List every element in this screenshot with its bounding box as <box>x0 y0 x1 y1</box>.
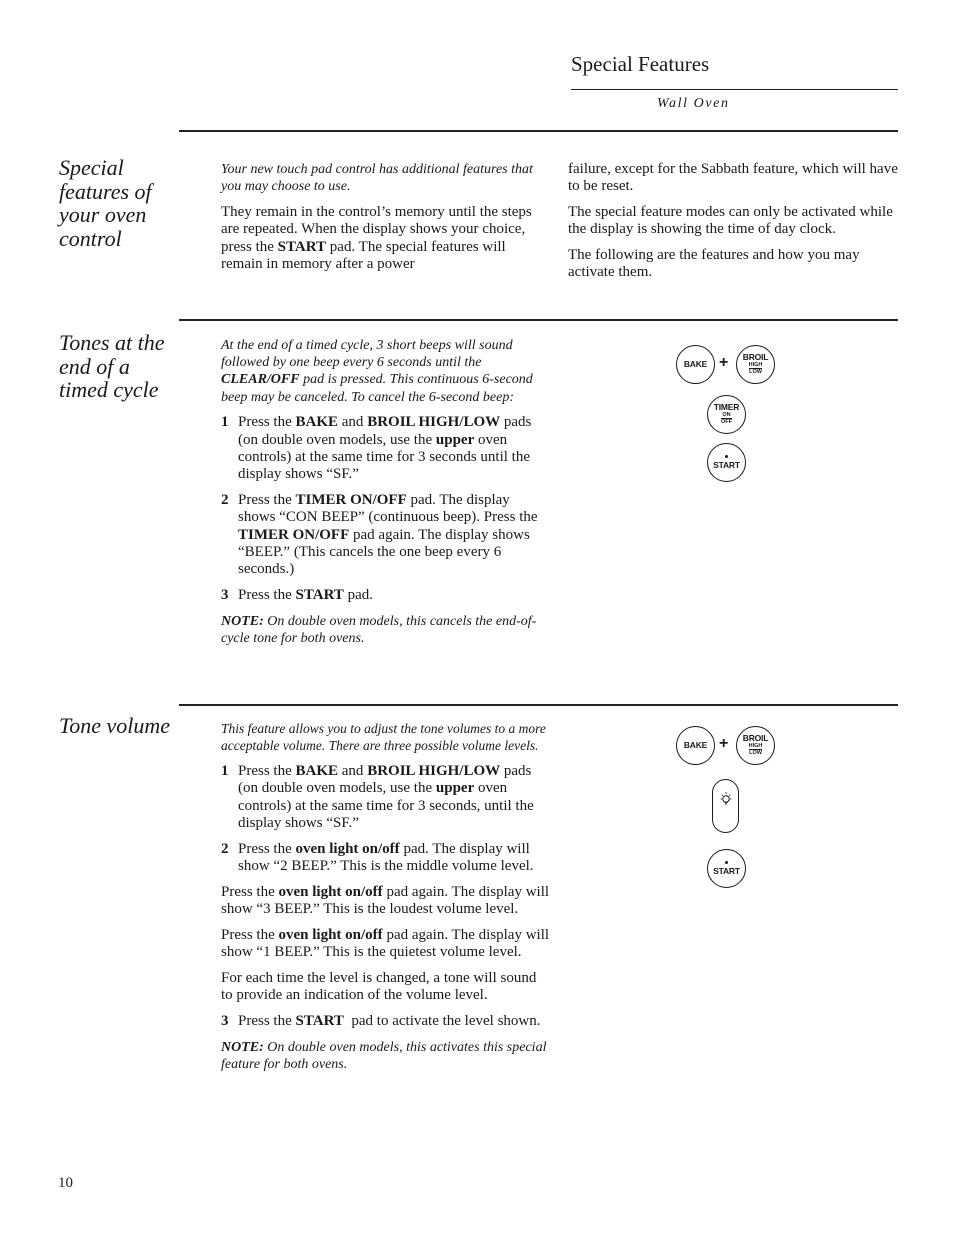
section-title-special-features: Special features of your oven control <box>59 155 152 251</box>
timer-on-off-pad: TIMER ON OFF <box>707 395 746 434</box>
special-features-column-1 <box>221 161 549 282</box>
start-pad: START <box>707 443 746 482</box>
light-bulb-icon <box>719 791 733 807</box>
bake-pad: BAKE <box>676 345 715 384</box>
special-features-paragraph-1: They remain in the control’s memory until the steps are repeated. When the display shows your choice, press the START pad. The special features will remain in memory after a power <box>221 203 532 272</box>
tones-step-1: 1 Press the BAKE and BROIL HIGH/LOW pads (on double oven models, use the upper oven controls) at the same time for 3 seconds until the display shows “SF.” <box>221 414 532 483</box>
special-features-paragraph-2: failure, except for the Sabbath feature, which will have to be reset. <box>568 161 898 195</box>
broil-high-low-pad: BROIL HIGH LOW <box>736 726 775 765</box>
section-divider <box>179 704 898 706</box>
special-features-paragraph-4: The following are the features and how you may activate them. <box>568 247 860 281</box>
volume-step-2-quietest: Press the oven light on/off pad again. The display will show “1 BEEP.” This is the quietest volume level. <box>221 926 550 961</box>
plus-sign: + <box>719 354 729 371</box>
tone-volume-column <box>221 720 551 1082</box>
volume-step-1: 1 Press the BAKE and BROIL HIGH/LOW pads (on double oven models, use the upper oven controls) at the same time for 3 seconds, until the display shows “SF.” <box>221 762 534 831</box>
page-title: Special Features <box>571 52 710 76</box>
start-pad: START <box>707 849 746 888</box>
start-dot-icon <box>725 861 728 864</box>
start-dot-icon <box>725 455 728 458</box>
tones-note: NOTE: On double oven models, this cancels the end-of-cycle tone for both ovens. <box>221 613 537 646</box>
page-number: 10 <box>58 1175 73 1191</box>
volume-step-2-loudest: Press the oven light on/off pad again. The display will show “3 BEEP.” This is the loudest volume level. <box>221 883 550 917</box>
section-divider <box>179 130 898 132</box>
tones-step-2: 2 Press the TIMER ON/OFF pad. The display shows “CON BEEP” (continuous beep). Press the TIMER ON/OFF pad again. The display shows “BEEP.” (This cancels the one beep every 6 seconds.) <box>221 492 538 578</box>
special-features-paragraph-3: The special feature modes can only be activated while the display is showing the time of day clock. <box>568 204 893 238</box>
plus-sign: + <box>719 735 729 752</box>
volume-note: NOTE: On double oven models, this activates this special feature for both ovens. <box>221 1039 547 1072</box>
bake-pad: BAKE <box>676 726 715 765</box>
special-features-intro: Your new touch pad control has additional features that you may choose to use. <box>221 162 533 195</box>
tones-step-3: 3 Press the START pad. <box>221 586 374 603</box>
header-divider <box>571 89 898 90</box>
special-features-column-2 <box>568 161 898 290</box>
tones-intro: At the end of a timed cycle, 3 short beeps will sound followed by one beep every 6 seconds until the CLEAR/OFF pad is pressed. This continuous 6-second beep may be canceled. To cancel the 6-second beep: <box>221 338 533 405</box>
section-divider <box>179 319 898 321</box>
oven-light-pad <box>712 779 739 833</box>
volume-step-3: 3 Press the START pad to activate the level shown. <box>221 1012 541 1029</box>
section-title-tone-volume: Tone volume <box>59 713 171 738</box>
volume-step-2: 2 Press the oven light on/off pad. The display will show “2 BEEP.” This is the middle volume level. <box>221 840 534 874</box>
volume-step-2-tone-note: For each time the level is changed, a tone will sound to provide an indication of the volume level. <box>221 969 537 1004</box>
tone-volume-intro: This feature allows you to adjust the tone volumes to a more acceptable volume. There are three possible volume levels. <box>221 721 546 754</box>
tones-column <box>221 337 551 656</box>
broil-high-low-pad: BROIL HIGH LOW <box>736 345 775 384</box>
section-title-tones: Tones at the end of a timed cycle <box>59 330 165 402</box>
page-subtitle: Wall Oven <box>657 96 730 111</box>
